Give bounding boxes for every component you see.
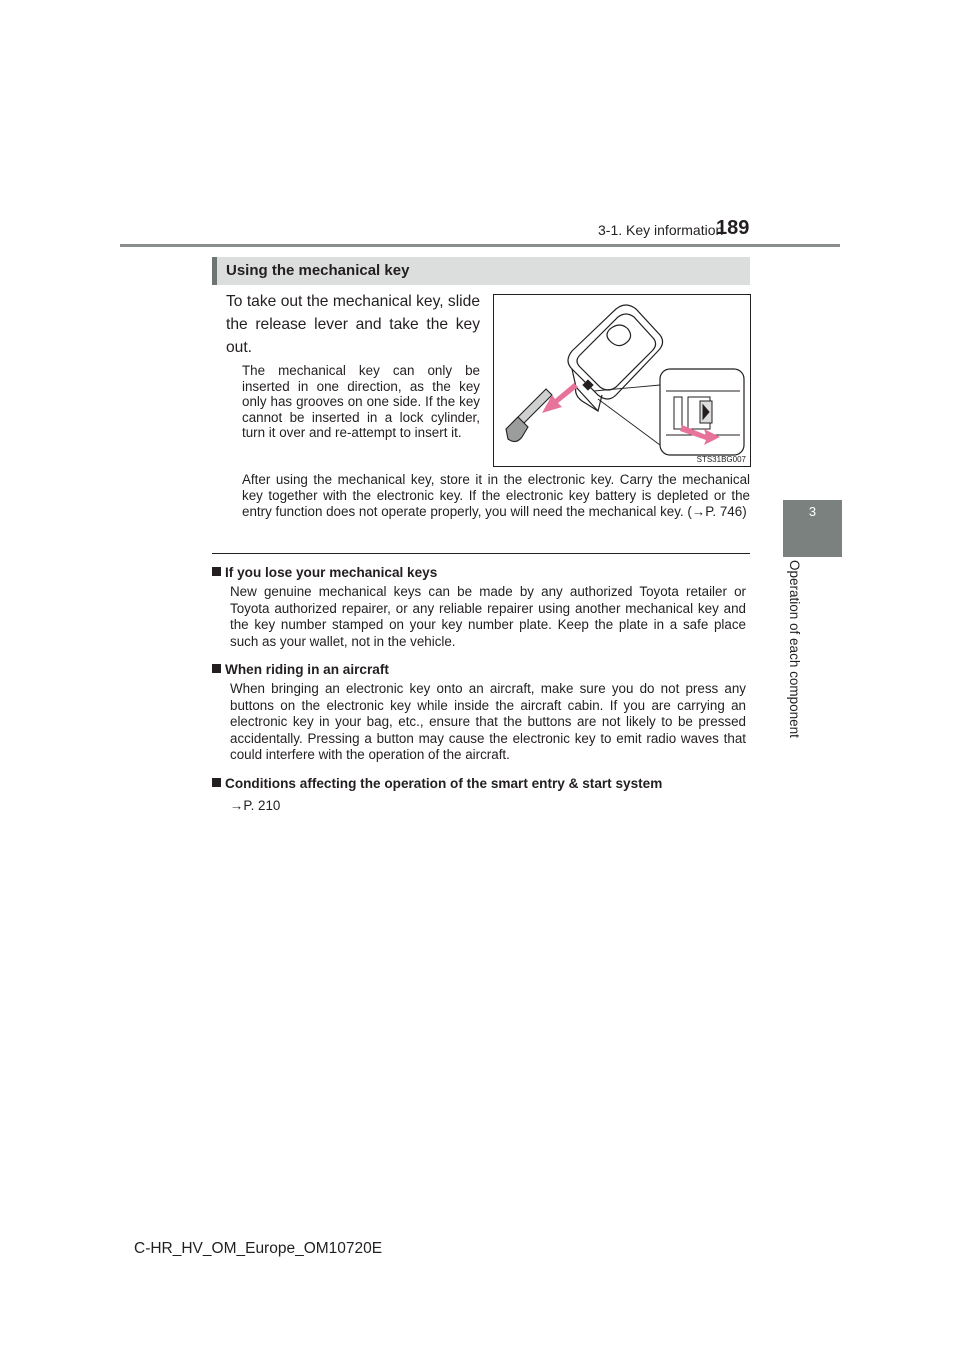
chapter-tab [783, 500, 842, 557]
key-illustration [493, 294, 751, 467]
section-label: 3-1. Key information [598, 222, 724, 238]
key-illustration-drawing [494, 295, 750, 466]
intro-text: To take out the mechanical key, slide the release lever and take the key out. [226, 293, 480, 356]
chapter-number: 3 [808, 504, 817, 519]
section-heading-accent [212, 257, 217, 285]
info-body: New genuine mechanical keys can be made by any authorized Toyota retailer or Toyota authorized repairer, or any reliable repairer using another mechanical key and the key number stamped on your key number plate. Keep the plate in a safe place such as your wallet, not in the vehicle. [230, 584, 746, 649]
info-title: Conditions affecting the operation of the smart entry & start system [212, 775, 746, 792]
info-lost-keys [212, 564, 746, 650]
footer-doc-code: C-HR_HV_OM_Europe_OM10720E [134, 1240, 383, 1257]
info-aircraft [212, 661, 746, 764]
info-body: When bringing an electronic key onto an aircraft, make sure you do not press any buttons on the electronic key while inside the aircraft cabin. If you are carrying an electronic key in your bag, etc., ensure that the buttons are not likely to be pressed accidentally. Pressing a button may cause the electronic key to emit radio waves that could interfere with the operation of the aircraft. [230, 681, 746, 763]
bullet-square-icon [212, 778, 221, 787]
chapter-title: Operation of each component [787, 560, 802, 738]
info-smart-entry [212, 775, 746, 815]
info-body: →P. 210 [230, 798, 281, 813]
note-text: The mechanical key can only be inserted in one direction, as the key only has grooves on one side. If the key cannot be inserted in a lock cylinder, turn it over and re-attempt to insert it. [242, 363, 480, 440]
info-title: When riding in an aircraft [212, 661, 746, 678]
note-text-storage: After using the mechanical key, store it in the electronic key. Carry the mechanical key together with the electronic key. If the electronic key battery is depleted or the entry function does not operate properly, you will need the mechanical key. (→P. 746) [242, 472, 750, 520]
page-number: 189 [716, 217, 750, 239]
section-divider [212, 553, 750, 554]
bullet-square-icon [212, 664, 221, 673]
section-heading: Using the mechanical key [226, 262, 410, 279]
bullet-square-icon [212, 567, 221, 576]
figure-code: STS31BG007 [696, 455, 746, 464]
info-title: If you lose your mechanical keys [212, 564, 746, 581]
header-rule [120, 244, 840, 247]
